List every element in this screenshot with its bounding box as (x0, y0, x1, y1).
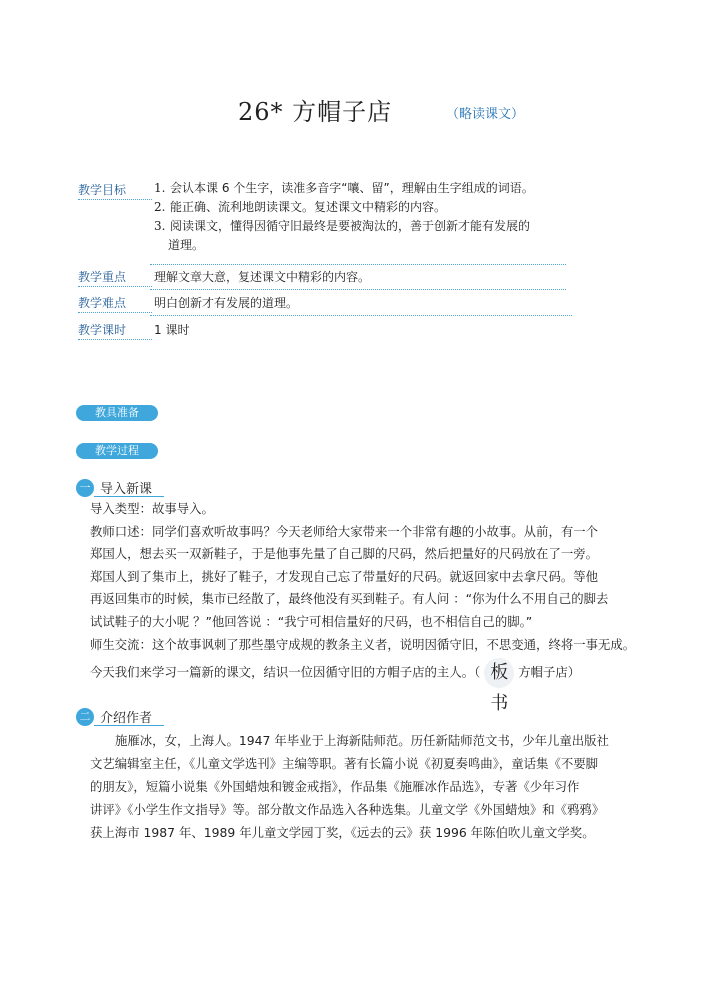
divider (150, 264, 566, 265)
section-heading (76, 707, 152, 726)
section-heading (76, 478, 152, 497)
difficulty-text: 明白创新才有发展的道理。 (154, 296, 299, 310)
hours-label: 教学课时 (78, 321, 152, 340)
section1-body (90, 498, 655, 715)
section-number: 一 (76, 479, 94, 497)
paragraph-line: 试试鞋子的大小呢 ？”他回答说 ：“我宁可相信量好的尺码，也不相信自己的脚。” (90, 613, 533, 629)
page-subtitle: （略读课文） (446, 107, 525, 122)
page-title: 26* 方帽子店 (238, 98, 393, 126)
paragraph-line: 今天我们来学习一篇新的课文，结识一位因循守旧的方帽子店的主人。（ 板书 方帽子店） (90, 658, 655, 688)
divider (150, 315, 572, 316)
paragraph-line: 郑国人到了集市上，挑好了鞋子，才发现自己忘了带量好的尺码。就返回家中去拿尺码。等他 (90, 568, 599, 584)
goal-item-continued: 道理。 (168, 238, 205, 252)
divider (150, 289, 566, 290)
section-underline (94, 496, 164, 497)
paragraph-line: 教师口述：同学们喜欢听故事吗？今天老师给大家带来一个非常有趣的小故事。从前，有一个 (90, 523, 599, 539)
goals-label: 教学目标 (78, 181, 152, 200)
prep-badge: 教具准备 (76, 405, 158, 421)
paragraph-line: 再返回集市的时候，集市已经散了，最终他没有买到鞋子。有人问 ：“你为什么不用自己的脚去 (90, 591, 609, 607)
author-bio (90, 729, 655, 844)
section-title: 导入新课 (100, 482, 153, 497)
intro-type: 导入类型：故事导入。 (90, 501, 214, 516)
hours-text: 1 课时 (154, 323, 190, 337)
paragraph-line: 郑国人，想去买一双新鞋子，于是他事先量了自己脚的尺码，然后把量好的尺码放在了一旁。 (90, 546, 599, 562)
key-label: 教学重点 (78, 268, 152, 287)
board-label: 板书 (490, 662, 509, 715)
board-marker (484, 658, 514, 715)
section-title: 介绍作者 (100, 711, 153, 726)
goal-item: 3. 阅读课文，懂得因循守旧最终是要被淘汰的，善于创新才能有发展的 (154, 219, 531, 233)
paragraph-line: 的朋友》，短篇小说集《外国蜡烛和镀金戒指》，作品集《施雁冰作品选》，专著《少年习作 (90, 779, 580, 794)
process-badge: 教学过程 (76, 443, 158, 459)
section-underline (94, 725, 164, 726)
paragraph-line: 讲评》《小学生作文指导》等。部分散文作品选入各种选集。儿童文学《外国蜡烛》和《鸦鸦》 (90, 802, 605, 817)
paragraph-line: 师生交流：这个故事讽刺了那些墨守成规的教条主义者，说明因循守旧，不思变通，终将一事无成。 (90, 636, 636, 652)
goal-item: 2. 能正确、流利地朗读课文。复述课文中精彩的内容。 (154, 200, 447, 214)
paragraph-line: 获上海市 1987 年、1989 年儿童文学园丁奖，《远去的云》获 1996 年陈伯吹儿童文学奖。 (90, 825, 595, 840)
difficulty-label: 教学难点 (78, 294, 152, 313)
goals-list (154, 179, 534, 255)
paragraph-line: 施雁冰，女，上海人。1947 年毕业于上海新陆师范。历任新陆师范文书，少年儿童出版社 (115, 733, 609, 748)
paragraph-line: 文艺编辑室主任，《儿童文学选刊》主编等职。著有长篇小说《初夏奏鸣曲》，童话集《不要脚 (90, 756, 599, 771)
goal-item: 1. 会认本课 6 个生字，读准多音字“嚷、留”，理解由生字组成的词语。 (154, 181, 534, 195)
key-text: 理解文章大意，复述课文中精彩的内容。 (154, 270, 371, 284)
section-number: 二 (76, 708, 94, 726)
